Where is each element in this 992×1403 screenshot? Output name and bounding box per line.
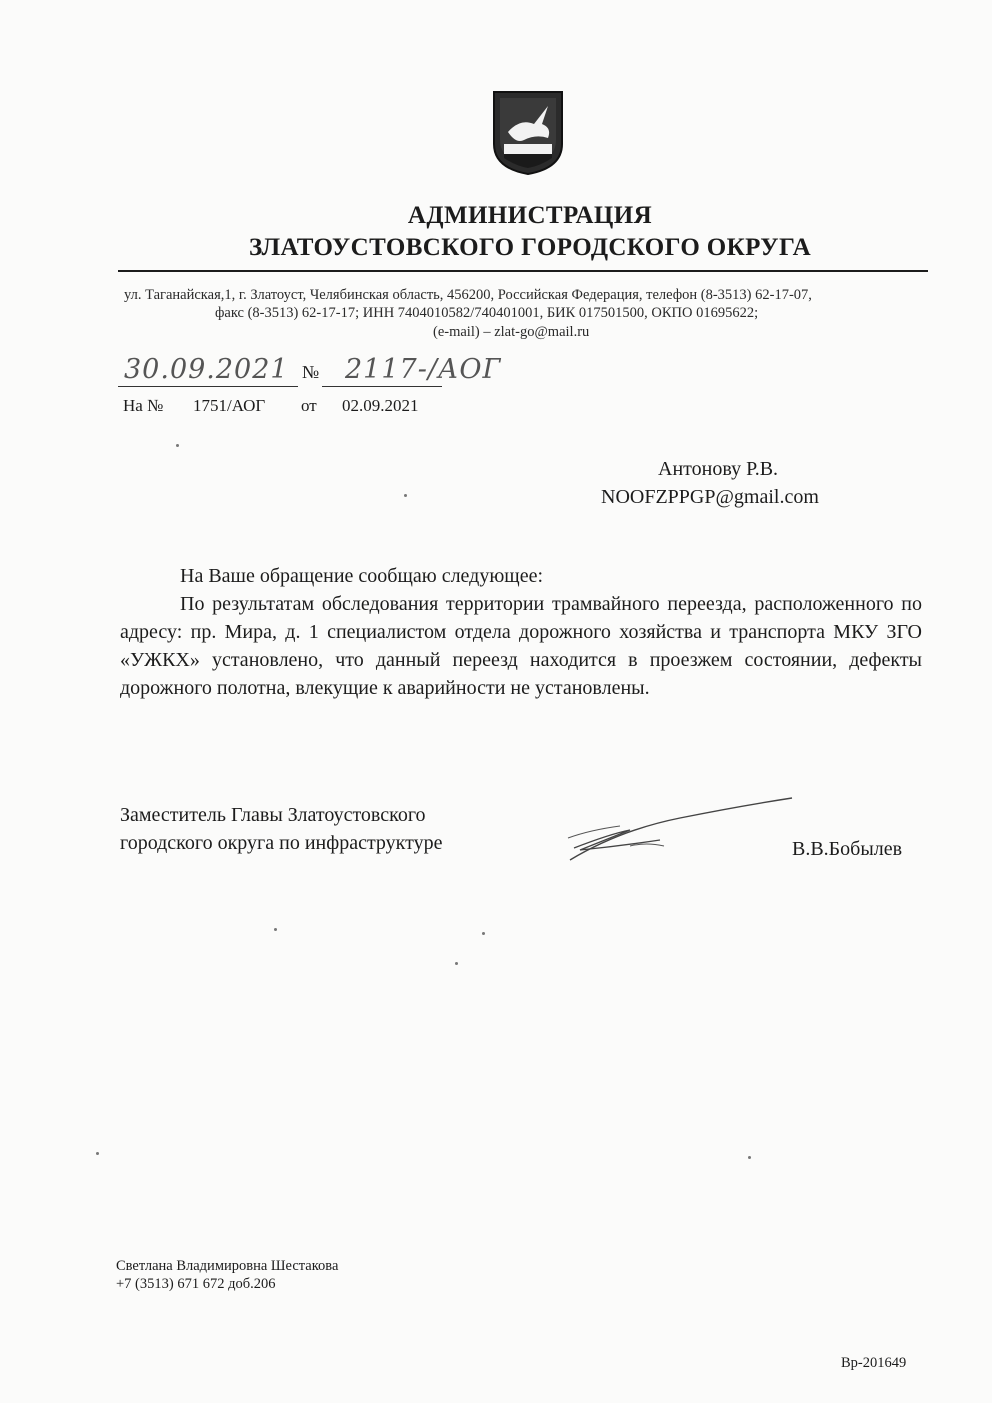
scan-speck xyxy=(274,928,277,931)
document-id: Вр-201649 xyxy=(841,1355,907,1371)
org-title-line1: АДМИНИСТРАЦИЯ xyxy=(407,202,653,229)
registration-date: 30.09.2021 xyxy=(124,354,289,385)
requisites-email: (e-mail) – zlat-go@mail.ru xyxy=(433,324,590,340)
scan-speck xyxy=(482,932,485,935)
executor-phone: +7 (3513) 671 672 доб.206 xyxy=(116,1276,276,1292)
recipient-email: NOOFZPPGP@gmail.com xyxy=(601,486,819,508)
header-divider xyxy=(118,270,928,272)
signer-title-line2: городского округа по инфраструктуре xyxy=(120,832,443,854)
reference-number: 1751/АОГ xyxy=(193,396,266,415)
reference-date: 02.09.2021 xyxy=(342,396,419,415)
registration-number-line xyxy=(322,386,442,387)
handwritten-signature-icon xyxy=(560,790,800,870)
reference-label: На № xyxy=(123,396,164,415)
requisites-address: ул. Таганайская,1, г. Златоуст, Челябинская область, 456200, Российская Федерация, телефон (8-3513) 62-17-07, xyxy=(124,287,812,303)
scan-speck xyxy=(176,444,179,447)
signer-title-line1: Заместитель Главы Златоустовского xyxy=(120,804,426,826)
signer-name: В.В.Бобылев xyxy=(792,838,903,860)
city-coat-of-arms-icon xyxy=(490,88,566,176)
scan-speck xyxy=(404,494,407,497)
registration-date-line xyxy=(118,386,298,387)
scan-speck xyxy=(96,1152,99,1155)
body-intro: На Ваше обращение сообщаю следующее: xyxy=(180,565,543,587)
reference-from-label: от xyxy=(301,396,317,415)
body-paragraph: По результатам обследования территории трамвайного переезда, расположенного по адресу: пр. Мира, д. 1 специалистом отдела дорожного хозяйства и транспорта МКУ ЗГО «УЖКХ» установлено, что данный переезд находится в проезжем состоянии, дефекты дорожного полотна, влекущие к аварийности не установлены. xyxy=(120,593,922,699)
requisites-fax-tax: факс (8-3513) 62-17-17; ИНН 7404010582/740401001, БИК 017501500, ОКПО 01695622; xyxy=(215,305,759,321)
executor-name: Светлана Владимировна Шестакова xyxy=(116,1258,339,1274)
org-title-line2: ЗЛАТОУСТОВСКОГО ГОРОДСКОГО ОКРУГА xyxy=(248,234,812,261)
registration-number-sign: № xyxy=(302,362,320,382)
scan-speck xyxy=(748,1156,751,1159)
scan-speck xyxy=(455,962,458,965)
registration-number: 2117-/АОГ xyxy=(345,354,502,385)
recipient-name: Антонову Р.В. xyxy=(658,458,779,480)
